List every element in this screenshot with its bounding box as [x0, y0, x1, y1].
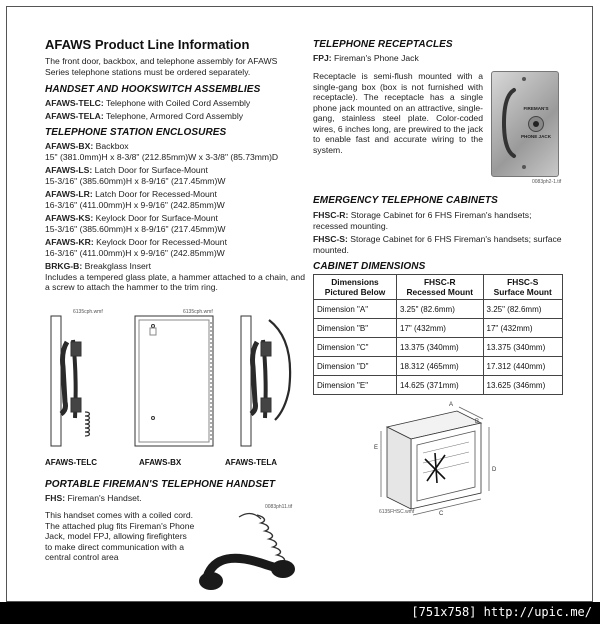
desc: Storage Cabinet for 6 FHS Fireman's handsets; recessed mounting.	[313, 210, 532, 231]
desc: Storage Cabinet for 6 FHS Fireman's handsets; surface mounted.	[313, 234, 562, 255]
enclosure-drawings	[43, 312, 293, 457]
desc: Telephone with Coiled Cord Assembly	[103, 98, 251, 108]
dimensions-table	[313, 274, 563, 395]
dims: 16-3/16" (411.00mm)H x 9-9/16" (242.85mm)W	[45, 199, 225, 210]
handset-photo	[197, 507, 303, 599]
code: AFAWS-LS:	[45, 165, 93, 175]
heading-dimensions: CABINET DIMENSIONS	[313, 261, 426, 272]
item-telc	[45, 98, 250, 109]
column-header: FHSC-R Recessed Mount	[397, 275, 484, 300]
cell: Dimension "C"	[314, 338, 397, 357]
enclosure-list	[45, 141, 305, 293]
code: FHS:	[45, 493, 66, 503]
image-filename: 0083ph11.tif	[265, 504, 293, 510]
screw-icon	[522, 165, 526, 169]
item-kr	[45, 237, 305, 248]
dim-letter: B	[475, 419, 480, 425]
item-tela	[45, 111, 243, 122]
dims: 16-3/16" (411.00mm)H x 9-9/16" (242.85mm)W	[45, 247, 225, 258]
item-bx	[45, 141, 305, 152]
cell: 13.375 (340mm)	[397, 338, 484, 357]
item-ls	[45, 165, 305, 176]
caption-tela: AFAWS-TELA	[225, 458, 277, 467]
cell: 14.625 (371mm)	[397, 376, 484, 395]
code: AFAWS-LR:	[45, 189, 93, 199]
cell: 3.25" (82.6mm)	[483, 300, 562, 319]
desc: Fireman's Handset.	[65, 493, 142, 503]
table-row	[314, 319, 563, 338]
desc: Keylock Door for Surface-Mount	[93, 213, 218, 223]
table-header-row	[314, 275, 563, 300]
page-title: AFAWS Product Line Information	[45, 37, 250, 52]
cell: 17" (432mm)	[397, 319, 484, 338]
cell: 13.625 (346mm)	[483, 376, 562, 395]
heading-portable: PORTABLE FIREMAN'S TELEPHONE HANDSET	[45, 479, 276, 490]
cell: Dimension "D"	[314, 357, 397, 376]
code: AFAWS-TELC:	[45, 98, 104, 108]
cell: 18.312 (465mm)	[397, 357, 484, 376]
cell: 13.375 (340mm)	[483, 338, 562, 357]
watermark-text: [751x758] http://upic.me/	[411, 605, 592, 619]
cabinet-outline	[381, 407, 489, 515]
heading-enclosures: TELEPHONE STATION ENCLOSURES	[45, 127, 227, 138]
column-header: FHSC-S Surface Mount	[483, 275, 562, 300]
item-brkg	[45, 261, 305, 272]
dim-letter: E	[374, 445, 379, 451]
dims: 15" (381.0mm)H x 8-3/8" (212.85mm)W x 3-3/8" (85.73mm)D	[45, 151, 279, 162]
cell: Dimension "A"	[314, 300, 397, 319]
fpj-text: Receptacle is semi-flush mounted with a single-gang box (box is not furnished with receptacle). The receptacle has a single phone jack mounted on an attractive, single-gang, stainless steel plate. Color-coded wires, 6 inches long, are prewired to the jack to enable fast and accurate wiring to the system.	[313, 71, 483, 155]
code: FPJ:	[313, 53, 332, 63]
desc: Latch Door for Surface-Mount	[92, 165, 208, 175]
code: FHSC-S:	[313, 234, 348, 244]
jack-socket	[528, 116, 544, 132]
item-fhscr	[313, 210, 563, 231]
cell: 3.25" (82.6mm)	[397, 300, 484, 319]
dims: 15-3/16" (385.60mm)H x 8-9/16" (217.45mm)W	[45, 223, 226, 234]
table-row	[314, 300, 563, 319]
heading-receptacles: TELEPHONE RECEPTACLES	[313, 39, 453, 50]
phone-jack-plate	[491, 71, 559, 177]
screw-icon	[522, 77, 526, 81]
dim-letter: D	[492, 467, 497, 473]
cell: Dimension "E"	[314, 376, 397, 395]
handset-icon	[498, 86, 520, 160]
table-row	[314, 357, 563, 376]
jack-label-top: FIREMAN'S	[523, 106, 549, 111]
cell: 17" (432mm)	[483, 319, 562, 338]
code: BRKG-B:	[45, 261, 83, 271]
dims: 15-3/16" (385.60mm)H x 8-9/16" (217.45mm)W	[45, 175, 226, 186]
table-row	[314, 376, 563, 395]
brkg-text: Includes a tempered glass plate, a hammer attached to a chain, and a screw to attach the hammer to the trim ring.	[45, 271, 305, 292]
column-header: Dimensions Pictured Below	[314, 275, 397, 300]
code: AFAWS-TELA:	[45, 111, 104, 121]
image-filename: 6135FHSC.wmf	[379, 509, 415, 515]
image-filename: 0083ph2-1.tif	[532, 179, 562, 185]
dim-letter: C	[439, 511, 444, 517]
fhs-text: This handset comes with a coiled cord. The attached plug fits Fireman's Phone Jack, model FPJ, allowing firefighters to make direct communication with a central control area	[45, 510, 195, 562]
tela-drawing	[241, 316, 290, 446]
code: AFAWS-BX:	[45, 141, 94, 151]
desc: Breakglass Insert	[82, 261, 152, 271]
item-lr	[45, 189, 305, 200]
heading-cabinets: EMERGENCY TELEPHONE CABINETS	[313, 195, 498, 206]
desc: Latch Door for Recessed-Mount	[92, 189, 217, 199]
jack-label-bottom: PHONE JACK	[520, 134, 552, 139]
desc: Fireman's Phone Jack	[331, 53, 419, 63]
heading-handset: HANDSET AND HOOKSWITCH ASSEMBLIES	[45, 84, 261, 95]
bx-drawing	[135, 316, 213, 446]
intro-text: The front door, backbox, and telephone assembly for AFAWS Series telephone stations must be ordered separately.	[45, 56, 278, 77]
item-ks	[45, 213, 305, 224]
desc: Keylock Door for Recessed-Mount	[93, 237, 227, 247]
desc: Telephone, Armored Cord Assembly	[103, 111, 244, 121]
code: AFAWS-KR:	[45, 237, 94, 247]
item-fhs	[45, 493, 142, 504]
image-filename: 6135cph.wmf	[183, 309, 213, 315]
code: AFAWS-KS:	[45, 213, 94, 223]
cell: 17.312 (440mm)	[483, 357, 562, 376]
dim-letter: A	[449, 402, 454, 408]
table-row	[314, 338, 563, 357]
code: FHSC-R:	[313, 210, 349, 220]
image-filename: 6135cph.wmf	[73, 309, 103, 315]
document-page	[6, 6, 593, 602]
cabinet-drawing	[373, 397, 513, 519]
item-fpj	[313, 53, 419, 64]
handset-icon	[199, 513, 295, 590]
desc: Backbox	[93, 141, 129, 151]
caption-bx: AFAWS-BX	[139, 458, 182, 467]
telc-drawing	[51, 316, 90, 446]
item-fhscs	[313, 234, 563, 255]
caption-telc: AFAWS-TELC	[45, 458, 97, 467]
cell: Dimension "B"	[314, 319, 397, 338]
watermark-bar	[0, 602, 600, 624]
